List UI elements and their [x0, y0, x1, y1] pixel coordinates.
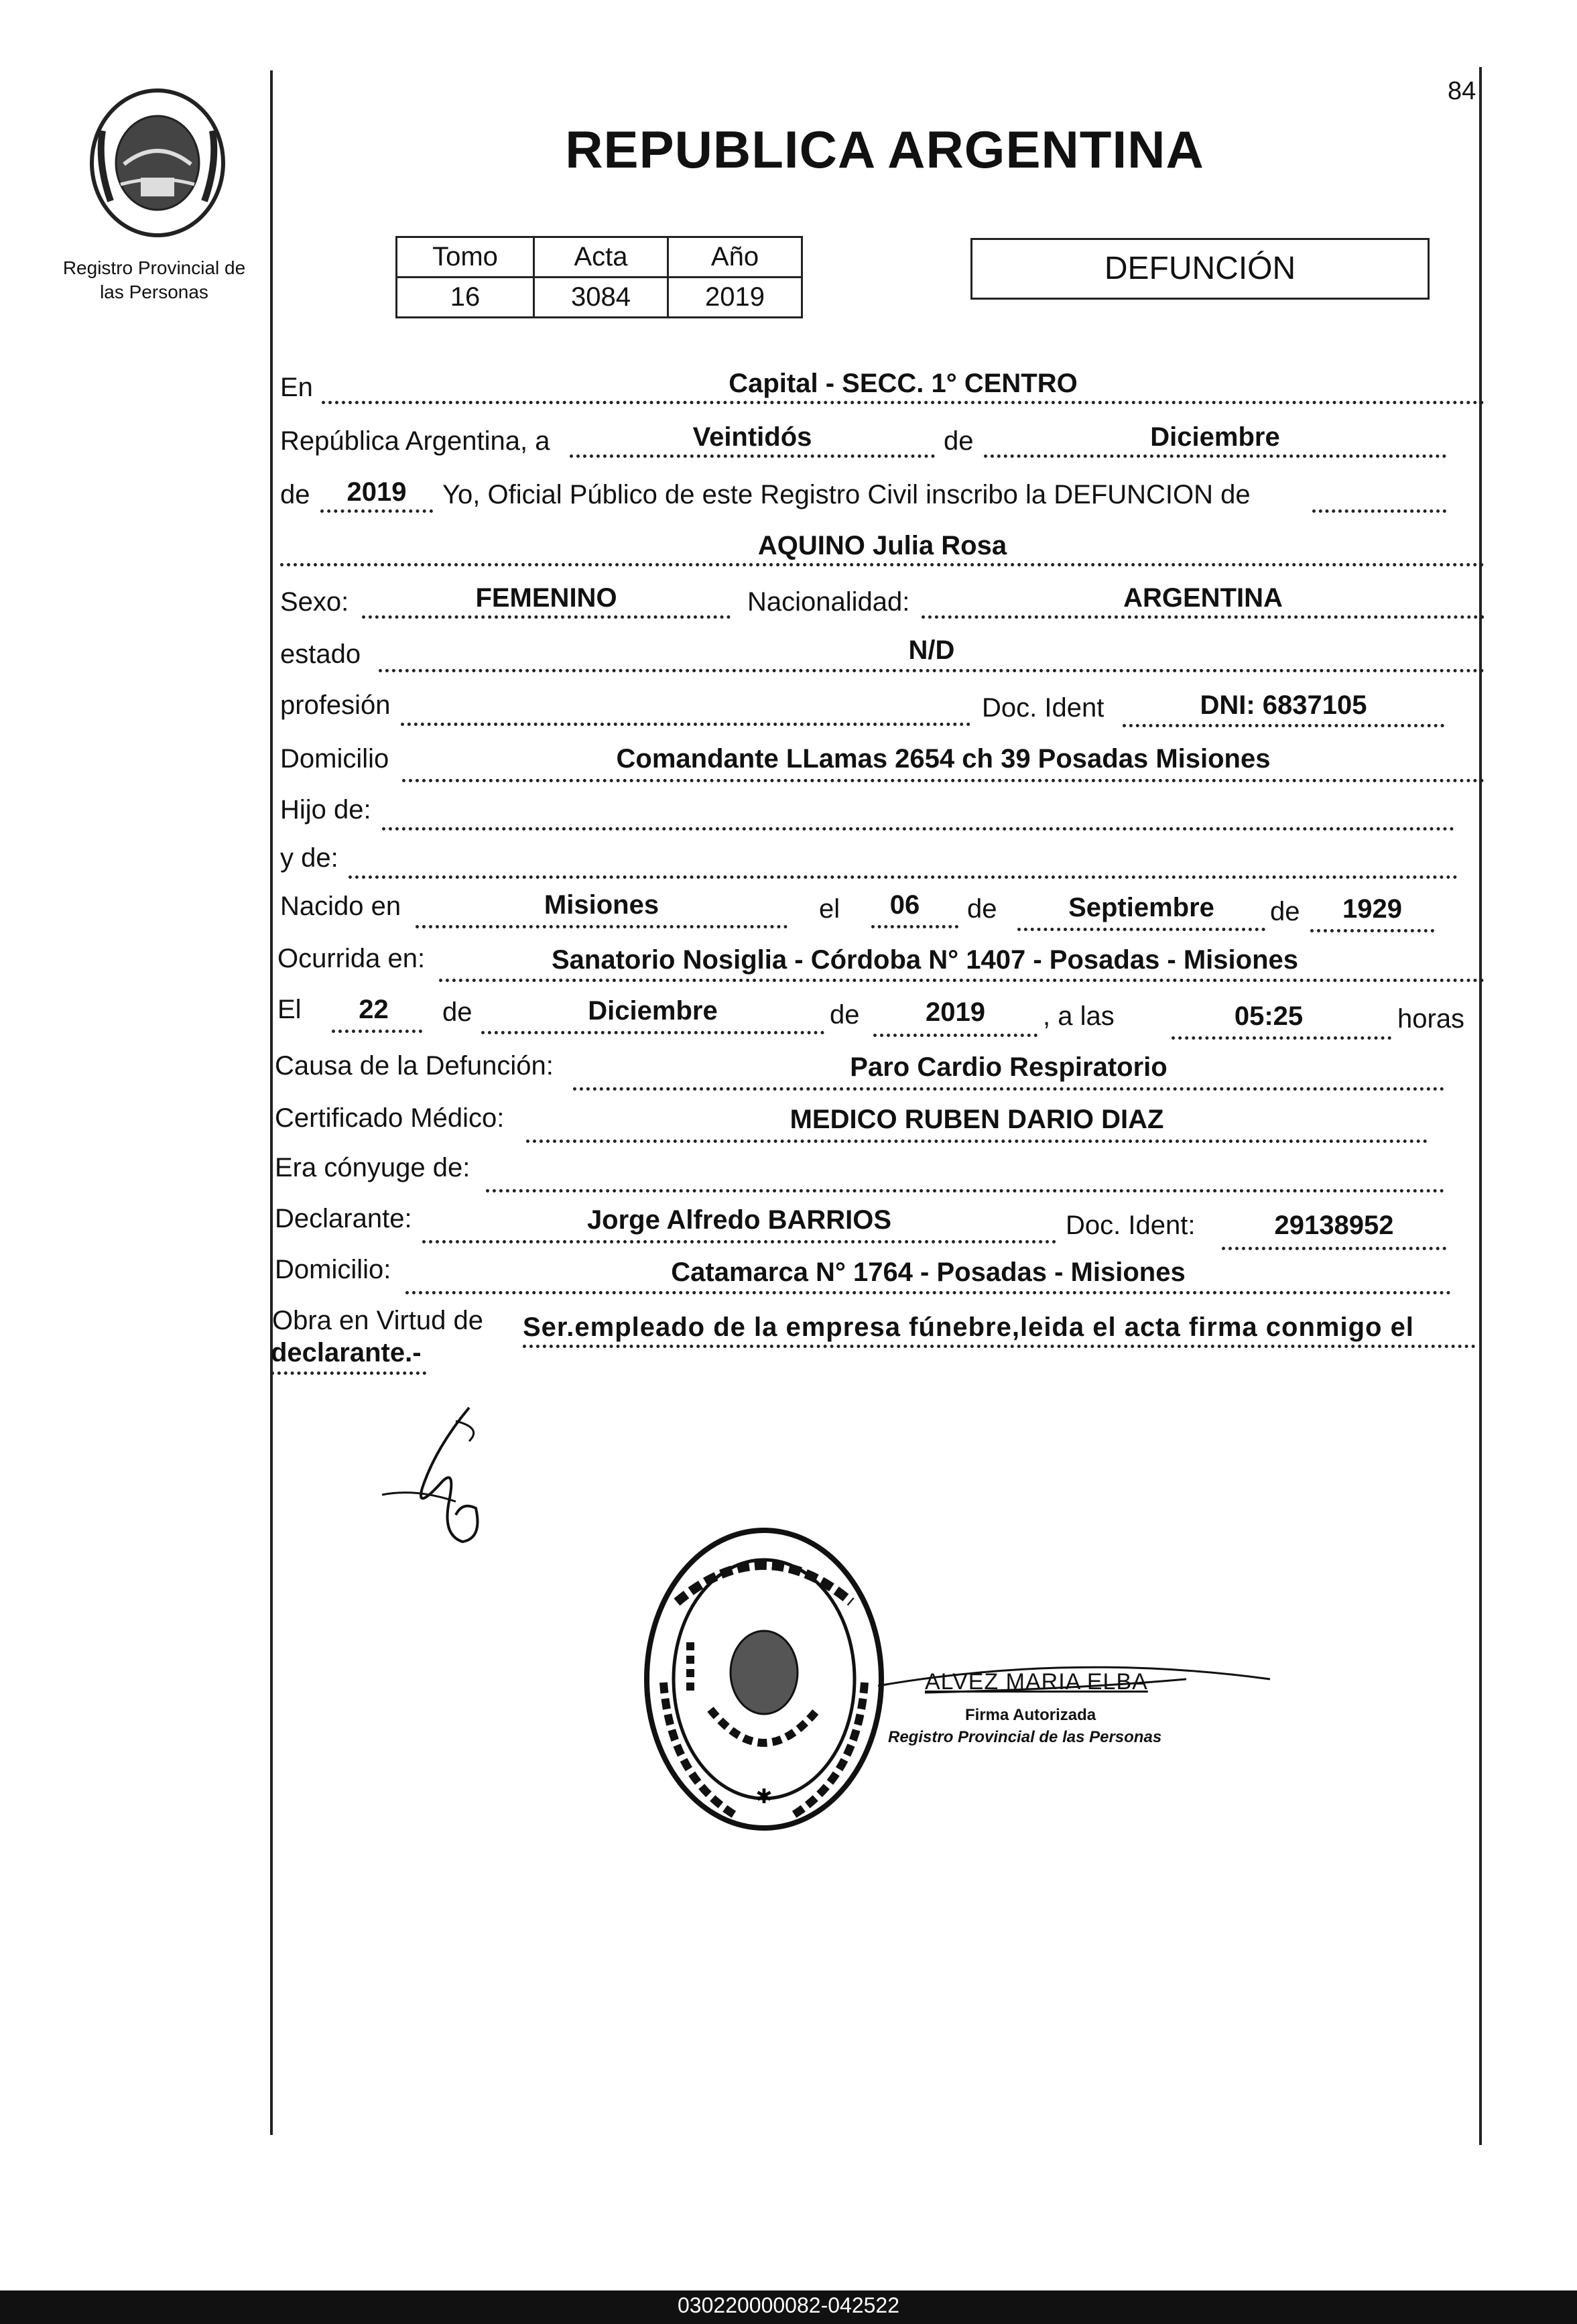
causa-value: Paro Cardio Respiratorio [850, 1052, 1168, 1082]
death-day-dotted-line [332, 1030, 422, 1033]
domicilio-declarante-value: Catamarca N° 1764 - Posadas - Misiones [671, 1258, 1186, 1287]
footer-code: 030220000082-042522 [678, 2293, 899, 2317]
rep-day-value: Veintidós [692, 422, 812, 452]
tomo-header: Tomo [397, 237, 534, 278]
birth-year-dotted-line [1310, 929, 1434, 932]
year-dotted-line [320, 509, 433, 513]
intro-tail-dotted-line [1312, 509, 1446, 513]
nacionalidad-label: Nacionalidad: [747, 587, 910, 617]
doc-ident-declarante-dotted-line [1222, 1247, 1446, 1250]
birth-day-value: 06 [889, 890, 920, 920]
doc-ident-declarante-label: Doc. Ident: [1066, 1211, 1196, 1240]
en-label: En [280, 373, 313, 402]
obra-dotted-line-1 [523, 1345, 1476, 1348]
authority-name: ALVEZ MARIA ELBA [925, 1669, 1148, 1695]
obra-value-line-2: declarante.- [271, 1338, 422, 1367]
declarante-label: Declarante: [275, 1204, 412, 1233]
en-value: Capital - SECC. 1° CENTRO [729, 369, 1078, 398]
registry-caption [40, 256, 268, 304]
death-time-value: 05:25 [1234, 1001, 1304, 1031]
hijo-de-label: Hijo de: [280, 795, 371, 824]
rep-day-dotted-line [570, 454, 935, 458]
domicilio-declarante-dotted-line [405, 1291, 1451, 1294]
profesion-label: profesión [280, 690, 391, 720]
year-de-label: de [280, 480, 310, 509]
a-las-label: , a las [1043, 1001, 1115, 1031]
birth-de-label: de [967, 894, 997, 924]
nacionalidad-dotted-line [922, 615, 1485, 619]
name-dotted-line [280, 563, 1485, 566]
anio-header: Año [668, 237, 802, 278]
death-de-label: de [442, 997, 472, 1027]
y-de-dotted-line [349, 875, 1458, 879]
official-seal [637, 1522, 891, 1837]
obra-dotted-line-2 [271, 1371, 426, 1375]
estado-label: estado [280, 639, 361, 669]
authority-office: Registro Provincial de las Personas [888, 1728, 1162, 1746]
birth-year-value: 1929 [1342, 894, 1402, 924]
birth-month-dotted-line [1017, 928, 1265, 931]
ocurrida-en-value: Sanatorio Nosiglia - Córdoba N° 1407 - Posadas - Misiones [551, 945, 1299, 975]
anio-value: 2019 [668, 278, 802, 318]
death-day-value: 22 [359, 995, 389, 1024]
document-title: REPUBLICA ARGENTINA [565, 120, 1204, 179]
death-month-value: Diciembre [588, 996, 718, 1026]
sexo-label: Sexo: [280, 587, 349, 617]
registry-line-2: las Personas [100, 282, 208, 302]
en-dotted-line [322, 401, 1485, 404]
domicilio-dotted-line [402, 779, 1485, 782]
death-year-de-label: de [830, 1000, 860, 1030]
declarante-value: Jorge Alfredo BARRIOS [586, 1205, 892, 1235]
causa-dotted-line [573, 1087, 1444, 1091]
death-month-dotted-line [481, 1031, 824, 1034]
doc-ident-label: Doc. Ident [982, 693, 1105, 723]
profesion-dotted-line [401, 723, 970, 726]
el-death-label: El [277, 995, 302, 1024]
ocurrida-en-label: Ocurrida en: [277, 944, 426, 973]
obra-value-line-1: Ser.empleado de la empresa fúnebre,leida el acta firma conmigo el [523, 1312, 1414, 1342]
authority-name-swoosh [871, 1659, 1273, 1699]
acta-header: Acta [534, 237, 668, 278]
record-table-value-row [397, 278, 802, 318]
ocurrida-en-dotted-line [439, 979, 1485, 982]
el-label: el [819, 894, 840, 924]
sexo-value: FEMENINO [475, 583, 617, 613]
provincia-misiones-emblem [84, 84, 231, 241]
registry-line-1: Registro Provincial de [62, 257, 246, 278]
conyuge-dotted-line [486, 1189, 1444, 1192]
intro-text: Yo, Oficial Público de este Registro Civil inscribo la DEFUNCION de [442, 480, 1251, 509]
doc-ident-dotted-line [1123, 724, 1444, 727]
y-de-label: y de: [280, 843, 338, 873]
rep-month-value: Diciembre [1150, 422, 1280, 452]
left-margin-rule [270, 70, 273, 2135]
year-value: 2019 [346, 477, 407, 507]
horas-label: horas [1397, 1004, 1465, 1034]
causa-label: Causa de la Defunción: [275, 1051, 554, 1081]
certificado-dotted-line [526, 1140, 1428, 1143]
page-number: 84 [1448, 77, 1476, 105]
death-time-dotted-line [1172, 1036, 1391, 1040]
birth-year-de-label: de [1270, 897, 1300, 926]
domicilio-declarante-label: Domicilio: [275, 1255, 391, 1284]
certificado-value: MEDICO RUBEN DARIO DIAZ [790, 1105, 1164, 1134]
record-table-header-row [397, 237, 802, 278]
acta-value: 3084 [534, 278, 668, 318]
rep-month-dotted-line [984, 454, 1446, 458]
domicilio-value: Comandante LLamas 2654 ch 39 Posadas Misiones [616, 744, 1271, 774]
domicilio-label: Domicilio [280, 744, 389, 774]
death-year-value: 2019 [926, 997, 985, 1027]
nacionalidad-value: ARGENTINA [1123, 583, 1283, 613]
document-type-box: DEFUNCIÓN [970, 238, 1430, 300]
obra-label: Obra en Virtud de [272, 1306, 484, 1335]
sexo-dotted-line [362, 615, 731, 619]
republica-label: República Argentina, a [280, 426, 550, 456]
estado-value: N/D [908, 635, 955, 665]
doc-ident-value: DNI: 6837105 [1200, 690, 1367, 720]
de-label: de [944, 426, 974, 456]
nacido-en-label: Nacido en [280, 892, 401, 921]
doc-ident-declarante-value: 29138952 [1274, 1211, 1394, 1240]
record-table [395, 236, 803, 318]
declarant-signature [375, 1401, 496, 1548]
deceased-name: AQUINO Julia Rosa [757, 531, 1007, 560]
death-year-dotted-line [873, 1034, 1037, 1037]
certificado-label: Certificado Médico: [275, 1103, 505, 1133]
declarante-dotted-line [422, 1240, 1056, 1243]
hijo-de-dotted-line [382, 827, 1454, 831]
svg-text:✱: ✱ [755, 1785, 773, 1809]
birth-day-dotted-line [871, 925, 958, 928]
nacido-en-value: Misiones [544, 890, 659, 920]
tomo-value: 16 [397, 278, 534, 318]
birth-month-value: Septiembre [1068, 893, 1214, 922]
nacido-en-dotted-line [416, 925, 787, 928]
authority-role: Firma Autorizada [965, 1706, 1096, 1724]
estado-dotted-line [379, 669, 1485, 672]
conyuge-label: Era cónyuge de: [275, 1153, 470, 1182]
